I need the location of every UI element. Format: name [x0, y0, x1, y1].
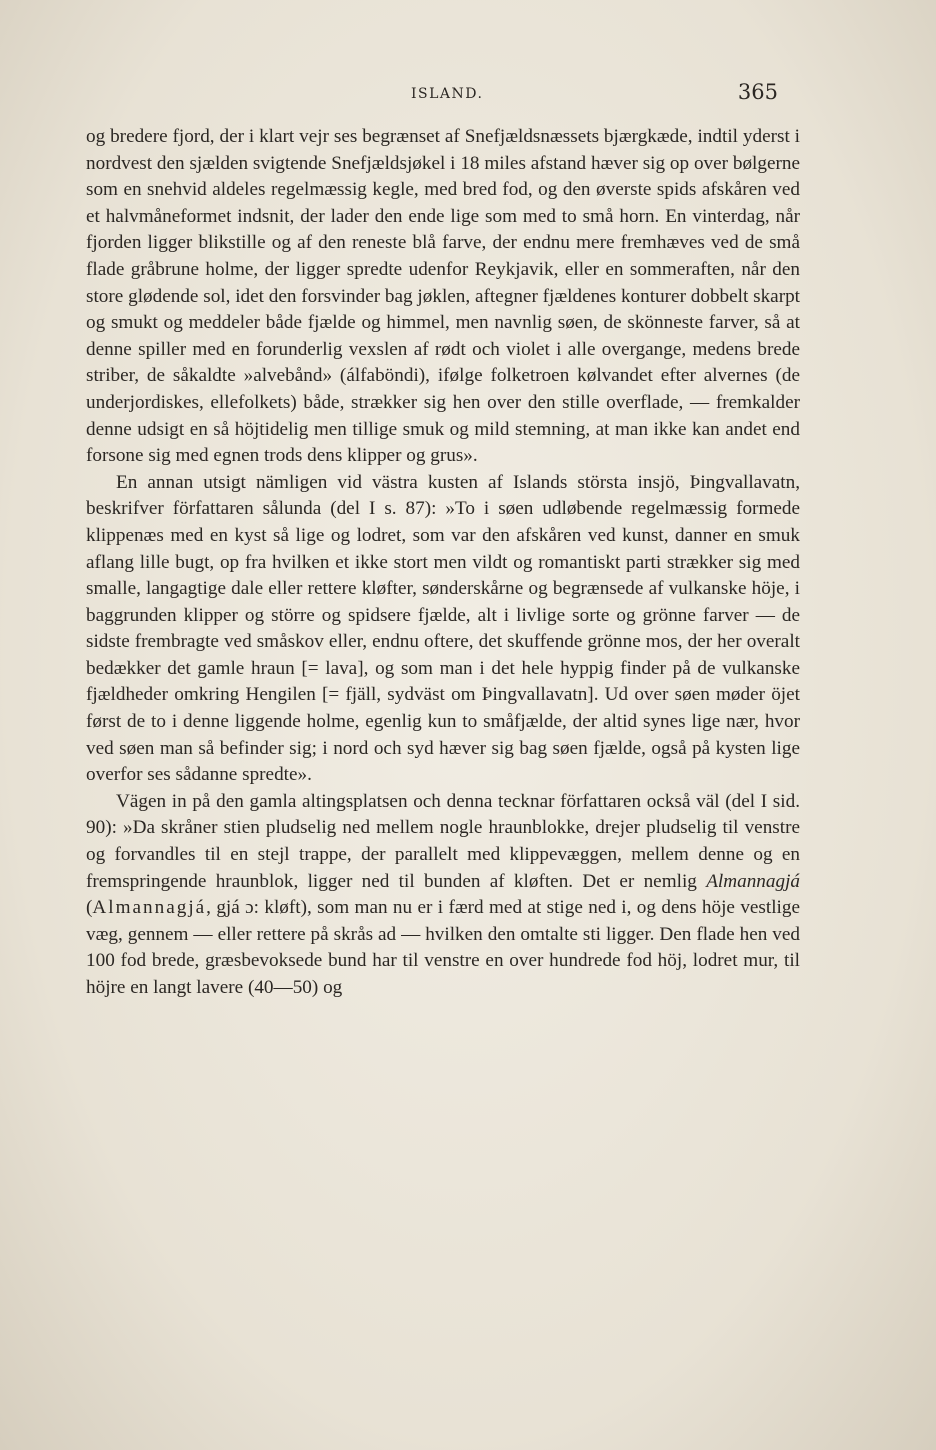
almannagja-italic: Almannagjá: [706, 870, 800, 892]
body-text: [86, 124, 800, 1002]
almannagja-spaced: Almannagjá: [92, 897, 207, 919]
paragraph-2: En annan utsigt nämligen vid västra kusten af Islands största insjö, Þingvallavatn, beskrifver författaren sålunda (del I s. 87): »To i søen udløbende regelmæssig formede klippenæs med en kyst så lige og lodret, som var den afskåren ved kunst, danner en smuk aflang lille bugt, op fra hvilken et ikke stort men vildt og romantiskt parti strækker sig med smalle, langagtige dale eller rettere kløfter, sønderskårne og begrænsede af vulkanske höje, i baggrunden klipper og större og spidsere fjælde, alt i livlige sorte og grönne farver — de sidste frembragte ved småskov eller, endnu oftere, det skuffende grönne mos, der her overalt bedækker det gamle hraun [= lava], og som man i det hele hyppig finder på de vulkanske fjældheder omkring Hengilen [= fjäll, sydväst om Þingvallavatn]. Ud over søen møder öjet først de to i denne liggende holme, egenlig kun to småfjælde, der altid synes lige nær, hvor ved søen man så befinder sig; i nord och syd hæver sig bag søen fjælde, også på kysten lige overfor ses sådanne spredte».: [86, 471, 800, 786]
paragraph-3-before: Vägen in på den gamla altingsplatsen och denna tecknar författaren också väl (del I sid. 90): »Da skråner stien pludselig ned mellem nogle hraunblokke, drejer pludselig til venstre og forvandles til en stejl trappe, der parallelt med klippevæggen, mellem denne og en fremspringende hraunblok, ligger ned til bunden af kløften. Det er nemlig: [86, 790, 800, 892]
paragraph-3-after: , gjá ɔ: kløft), som man nu er i færd med at stige ned i, og dens höje vestlige væg, gennem — eller rettere på skrås ad — hvilken den omtalte sti ligger. Den flade hen ved 100 fod brede, græsbevoksede bund har til venstre en over hundrede fod höj, lodret mur, til höjre en langt lavere (40—50) og: [86, 897, 800, 998]
paragraph-3: [86, 789, 800, 1002]
running-head: ISLAND.: [411, 86, 484, 102]
page-header: [86, 80, 778, 110]
page-number: 365: [737, 80, 778, 104]
paragraph-3-middle: (: [86, 897, 93, 919]
paragraph-1: og bredere fjord, der i klart vejr ses begrænset af Snefjældsnæssets bjærgkæde, indtil yderst i nordvest den sjælden svigtende Snefjældsjøkel i 18 miles afstand hæver sig op over bølgerne som en snehvid aldeles regelmæssig kegle, med bred fod, og den øverste spids afskåren ved et halvmåneformet indsnit, der lader den ende lige som med to små horn. En vinterdag, når fjorden ligger blikstille og af den reneste blå farve, der endnu mere fremhæves ved de små flade gråbrune holme, der ligger spredte udenfor Reykjavik, eller en sommeraften, når den store glødende sol, idet den forsvinder bag jøklen, aftegner fjældenes konturer dobbelt skarpt og smukt og meddeler både fjælde og himmel, men navnlig søen, de skönneste farver, så at denne spiller med en forunderlig vexslen af rødt och violet i alle overgange, medens brede striber, de såkaldte »alvebånd» (álfaböndi), ifølge folketroen kølvandet efter alvernes (de underjordiskes, ellefolkets) både, strækker sig hen over den stille overflade, — fremkalder denne udsigt en så höjtidelig men tillige smuk og mild stemning, at man ikke kan andet end forsone sig med egnen trods dens klipper og grus».: [86, 126, 801, 467]
